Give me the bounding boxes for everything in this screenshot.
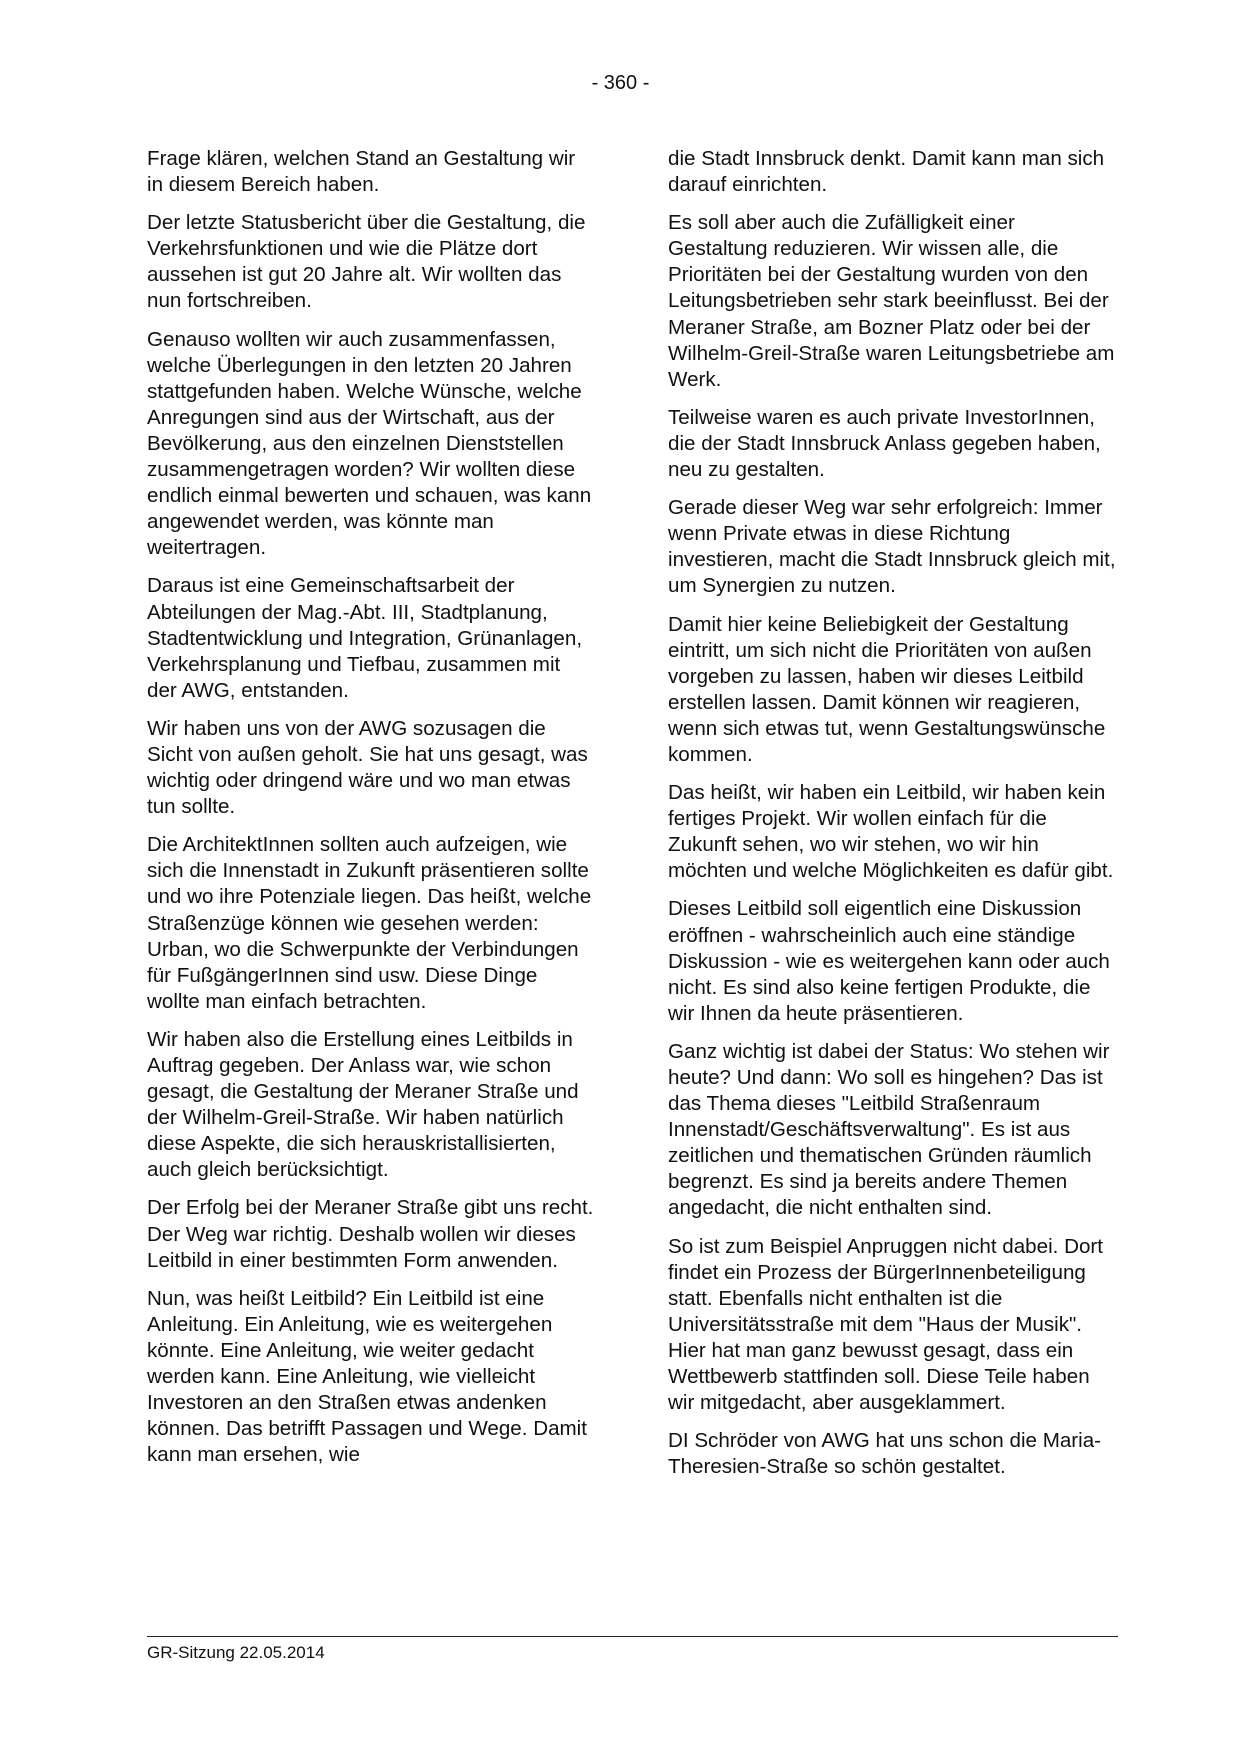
paragraph: DI Schröder von AWG hat uns schon die Maria-Theresien-Straße so schön gestaltet. <box>668 1429 1102 1479</box>
paragraph: Die ArchitektInnen sollten auch aufzeigen, wie sich die Innenstadt in Zukunft präsentieren sollte und wo ihre Potenziale liegen. Das heißt, welche Straßenzüge können wie gesehen werden: Urban, wo die Schwerpunkte der Verbindungen für FußgängerInnen sind usw. Diese Dinge wollte man einfach betrachten. <box>147 833 592 1013</box>
paragraph: Nun, was heißt Leitbild? Ein Leitbild ist eine Anleitung. Ein Anleitung, wie es weitergehen könnte. Eine Anleitung, wie weiter gedacht werden kann. Eine Anleitung, wie vielleicht Investoren an den Straßen etwas andenken können. Das betrifft Passagen und Wege. Damit kann man ersehen, wie <box>147 1286 587 1467</box>
right-column <box>668 146 1118 1492</box>
paragraph: Damit hier keine Beliebigkeit der Gestaltung eintritt, um sich nicht die Prioritäten von außen vorgeben zu lassen, haben wir dieses Leitbild erstellen lassen. Damit können wir reagieren, wenn sich etwas tut, wenn Gestaltungswünsche kommen. <box>668 612 1106 766</box>
left-column <box>147 146 594 1480</box>
paragraph: Genauso wollten wir auch zusammenfassen, welche Überlegungen in den letzten 20 Jahren stattgefunden haben. Welche Wünsche, welche Anregungen sind aus der Wirtschaft, aus der Bevölkerung, aus den einzelnen Dienststellen zusammengetragen worden? Wir wollten diese endlich einmal bewerten und schauen, was kann angewendet werden, was könnte man weitertragen. <box>147 327 592 560</box>
paragraph: So ist zum Beispiel Anpruggen nicht dabei. Dort findet ein Prozess der BürgerInnenbeteiligung statt. Ebenfalls nicht enthalten ist die Universitätsstraße mit dem "Haus der Musik". Hier hat man ganz bewusst gesagt, dass ein Wettbewerb stattfinden soll. Diese Teile haben wir mitgedacht, aber ausgeklammert. <box>668 1234 1104 1415</box>
footer-divider <box>147 1636 1118 1637</box>
page-number: - 360 - <box>591 72 650 94</box>
footer-session-date: GR-Sitzung 22.05.2014 <box>147 1643 325 1662</box>
paragraph: Wir haben also die Erstellung eines Leitbilds in Auftrag gegeben. Der Anlass war, wie schon gesagt, die Gestaltung der Meraner Straße und der Wilhelm-Greil-Straße. Wir haben natürlich diese Aspekte, die sich herauskristallisierten, auch gleich berücksichtigt. <box>147 1027 579 1182</box>
paragraph: Es soll aber auch die Zufälligkeit einer Gestaltung reduzieren. Wir wissen alle, die Prioritäten bei der Gestaltung wurden von den Leitungsbetrieben sehr stark beeinflusst. Bei der Meraner Straße, am Bozner Platz oder bei der Wilhelm-Greil-Straße waren Leitungsbetriebe am Werk. <box>668 211 1115 391</box>
paragraph: Gerade dieser Weg war sehr erfolgreich: Immer wenn Private etwas in diese Richtung investieren, macht die Stadt Innsbruck gleich mit, um Synergien zu nutzen. <box>668 496 1116 598</box>
paragraph: die Stadt Innsbruck denkt. Damit kann man sich darauf einrichten. <box>668 147 1105 197</box>
paragraph: Daraus ist eine Gemeinschaftsarbeit der Abteilungen der Mag.-Abt. III, Stadtplanung, Stadtentwicklung und Integration, Grünanlagen, Verkehrsplanung und Tiefbau, zusammen mit der AWG, entstanden. <box>147 574 583 702</box>
paragraph: Der letzte Statusbericht über die Gestaltung, die Verkehrsfunktionen und wie die Plätze dort aussehen ist gut 20 Jahre alt. Wir wollten das nun fortschreiben. <box>147 211 586 313</box>
paragraph: Wir haben uns von der AWG sozusagen die Sicht von außen geholt. Sie hat uns gesagt, was wichtig oder dringend wäre und wo man etwas tun sollte. <box>147 716 588 819</box>
paragraph: Das heißt, wir haben ein Leitbild, wir haben kein fertiges Projekt. Wir wollen einfach für die Zukunft sehen, wo wir stehen, wo wir hin möchten und welche Möglichkeiten es dafür gibt. <box>668 781 1114 883</box>
paragraph: Dieses Leitbild soll eigentlich eine Diskussion eröffnen - wahrscheinlich auch eine ständige Diskussion - wie es weitergehen kann oder auch nicht. Es sind also keine fertigen Produkte, die wir Ihnen da heute präsentieren. <box>668 897 1110 1025</box>
paragraph: Frage klären, welchen Stand an Gestaltung wir in diesem Bereich haben. <box>147 147 576 197</box>
paragraph: Der Erfolg bei der Meraner Straße gibt uns recht. Der Weg war richtig. Deshalb wollen wir dieses Leitbild in einer bestimmten Form anwenden. <box>147 1196 594 1272</box>
paragraph: Teilweise waren es auch private InvestorInnen, die der Stadt Innsbruck Anlass gegeben haben, neu zu gestalten. <box>668 405 1101 482</box>
paragraph: Ganz wichtig ist dabei der Status: Wo stehen wir heute? Und dann: Wo soll es hingehen? Das ist das Thema dieses "Leitbild Straßenraum Innenstadt/Geschäftsverwaltung". Es ist aus zeitlichen und thematischen Gründen räumlich begrenzt. Es sind ja bereits andere Themen angedacht, die nicht enthalten sind. <box>668 1039 1110 1220</box>
